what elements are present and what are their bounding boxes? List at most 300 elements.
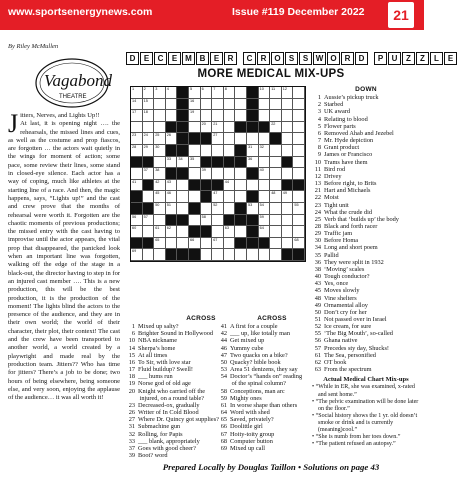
grid-block: [293, 249, 305, 261]
grid-cell[interactable]: [212, 168, 224, 180]
clue-item: [312, 230, 420, 237]
grid-cell[interactable]: [201, 238, 213, 250]
clue-text: ___ blank, appropriately: [138, 437, 200, 445]
clue-number: 50: [220, 358, 227, 366]
grid-cell[interactable]: [166, 99, 178, 111]
grid-cell[interactable]: [293, 157, 305, 169]
grid-cell[interactable]: [212, 87, 224, 99]
grid-cell[interactable]: [270, 215, 282, 227]
grid-cell[interactable]: [293, 215, 305, 227]
clue-text: Decreased-ox, gradually: [138, 401, 200, 409]
grid-cell[interactable]: [259, 191, 271, 203]
clue-text: Saved, privately?: [230, 416, 274, 424]
grid-cell[interactable]: [131, 133, 143, 145]
grid-number: 32: [259, 145, 264, 149]
grid-cell[interactable]: [270, 238, 282, 250]
grid-cell[interactable]: [293, 122, 305, 134]
grid-cell[interactable]: [270, 99, 282, 111]
clue-item: [312, 151, 420, 158]
clue-text: Aussie’s pickup truck: [324, 94, 379, 102]
grid-number: 67: [213, 237, 218, 242]
across-clues-2: [218, 315, 326, 452]
clue-item: [312, 223, 420, 230]
clue-item: [218, 352, 326, 359]
grid-cell[interactable]: [282, 133, 294, 145]
clue-text: ‘The Big Mouth’, so-called: [324, 330, 393, 338]
grid-cell[interactable]: [154, 168, 166, 180]
grid-cell[interactable]: [212, 203, 224, 215]
grid-cell[interactable]: [293, 110, 305, 122]
grid-block: [247, 191, 259, 203]
grid-cell[interactable]: [259, 226, 271, 238]
grid-cell[interactable]: [293, 226, 305, 238]
clue-text: James or Francisco: [324, 151, 373, 159]
clue-number: 28: [314, 222, 321, 230]
clue-item: [312, 323, 420, 330]
clue-text: injured, on a round table?: [138, 394, 205, 402]
title-strip-letter: O: [271, 52, 284, 65]
grid-cell[interactable]: [235, 180, 247, 192]
grid-block: [247, 215, 259, 227]
drop-cap: J: [8, 109, 19, 138]
clue-number: 32: [128, 430, 135, 438]
grid-cell[interactable]: [293, 191, 305, 203]
grid-cell[interactable]: [224, 110, 236, 122]
grid-number: 11: [271, 87, 276, 91]
grid-block: [259, 238, 271, 250]
title-strip-letter: E: [210, 52, 223, 65]
grid-cell[interactable]: [224, 133, 236, 145]
grid-block: [166, 168, 178, 180]
grid-cell[interactable]: [177, 157, 189, 169]
grid-cell[interactable]: [201, 203, 213, 215]
grid-block: [235, 238, 247, 250]
grid-cell[interactable]: [270, 145, 282, 157]
grid-cell[interactable]: [293, 168, 305, 180]
grid-cell[interactable]: [235, 191, 247, 203]
clue-item: [312, 259, 420, 266]
clue-text: ___ hums run: [138, 373, 173, 381]
grid-cell[interactable]: [270, 191, 282, 203]
grid-cell[interactable]: [224, 122, 236, 134]
clue-number: 18: [128, 373, 135, 381]
clue-text: OT book: [324, 358, 347, 366]
grid-cell[interactable]: [224, 238, 236, 250]
grid-block: [282, 249, 294, 261]
clue-item: [312, 244, 420, 251]
clue-text: Moist: [324, 194, 339, 202]
grid-cell[interactable]: [154, 87, 166, 99]
grid-cell[interactable]: [293, 145, 305, 157]
grid-cell[interactable]: [166, 180, 178, 192]
grid-cell[interactable]: [282, 122, 294, 134]
grid-cell[interactable]: [224, 168, 236, 180]
grid-cell[interactable]: [293, 203, 305, 215]
clue-text: Hart and Michaels: [324, 187, 371, 195]
grid-cell[interactable]: [293, 133, 305, 145]
grid-block: [177, 99, 189, 111]
grid-cell[interactable]: [166, 238, 178, 250]
grid-number: 53: [248, 203, 253, 207]
grid-cell[interactable]: [247, 145, 259, 157]
grid-cell[interactable]: [154, 215, 166, 227]
grid-cell[interactable]: [143, 110, 155, 122]
grid-cell[interactable]: [131, 122, 143, 134]
grid-cell[interactable]: [282, 215, 294, 227]
grid-number: 58: [201, 214, 206, 219]
grid-cell[interactable]: [131, 168, 143, 180]
grid-cell[interactable]: [201, 168, 213, 180]
grid-block: [177, 133, 189, 145]
grid-cell[interactable]: [247, 249, 259, 261]
clue-item: [218, 388, 326, 395]
grid-cell[interactable]: [143, 122, 155, 134]
grid-cell[interactable]: [270, 168, 282, 180]
grid-cell[interactable]: [166, 191, 178, 203]
grid-cell[interactable]: [270, 203, 282, 215]
clue-item: [312, 309, 420, 316]
grid-cell[interactable]: [224, 226, 236, 238]
grid-cell[interactable]: [224, 203, 236, 215]
grid-cell[interactable]: [282, 203, 294, 215]
grid-cell[interactable]: [259, 157, 271, 169]
grid-number: 51: [166, 203, 172, 207]
grid-cell[interactable]: [154, 157, 166, 169]
grid-cell[interactable]: [235, 226, 247, 238]
grid-number: 20: [201, 121, 206, 126]
grid-number: 14: [132, 98, 137, 103]
clue-text: Not passed over in Israel: [324, 316, 387, 323]
grid-cell[interactable]: [282, 168, 294, 180]
down-heading: DOWN: [355, 86, 377, 93]
grid-cell[interactable]: [189, 191, 201, 203]
title-strip-letter: R: [257, 52, 270, 65]
grid-block: [201, 133, 213, 145]
mixup-quote: • “While in ER, she was examined, x-rated and sent home.”: [312, 384, 415, 398]
grid-cell[interactable]: [201, 145, 213, 157]
grid-cell[interactable]: [235, 133, 247, 145]
grid-cell[interactable]: [270, 226, 282, 238]
article-lead: itters, Nerves, and Lights Up!!: [20, 112, 100, 119]
grid-cell[interactable]: [259, 145, 271, 157]
grid-number: 36: [248, 156, 253, 161]
grid-cell[interactable]: [224, 145, 236, 157]
grid-cell[interactable]: [143, 87, 158, 99]
clue-number: 20: [128, 387, 135, 395]
grid-cell[interactable]: [154, 180, 166, 192]
grid-cell[interactable]: [143, 145, 155, 157]
grid-cell[interactable]: [259, 133, 271, 145]
grid-number: 28: [132, 145, 137, 149]
grid-cell[interactable]: [177, 180, 189, 192]
grid-block: [177, 110, 189, 122]
grid-number: 65: [155, 237, 160, 242]
clue-text: Hoity-toity group: [230, 430, 275, 438]
grid-cell[interactable]: [212, 99, 224, 111]
grid-cell[interactable]: [293, 238, 305, 250]
clue-item: [312, 130, 420, 137]
grid-cell[interactable]: [177, 203, 189, 215]
grid-cell[interactable]: [212, 145, 224, 157]
grid-cell[interactable]: [224, 87, 236, 99]
grid-cell[interactable]: [177, 238, 189, 250]
clue-number: 19: [128, 380, 135, 388]
clue-number: 23: [314, 201, 321, 209]
grid-cell[interactable]: [189, 168, 201, 180]
grid-cell[interactable]: [189, 110, 201, 122]
grid-cell[interactable]: [189, 99, 201, 111]
grid-number: 6: [201, 87, 204, 91]
clue-number: 41: [220, 323, 227, 331]
grid-number: 29: [143, 145, 148, 149]
grid-number: 66: [190, 237, 195, 242]
clue-text: Two quacks on a bike?: [230, 351, 288, 359]
grid-cell[interactable]: [166, 226, 178, 238]
grid-cell[interactable]: [235, 249, 247, 261]
clue-number: 6: [131, 330, 135, 338]
clue-text: From the spectrum: [324, 366, 372, 374]
grid-cell[interactable]: [131, 226, 143, 238]
grid-block: [224, 157, 236, 169]
grid-cell[interactable]: [154, 133, 166, 145]
clue-number: 1: [131, 323, 135, 331]
grid-cell[interactable]: [131, 249, 143, 261]
grid-cell[interactable]: [270, 122, 282, 134]
grid-cell[interactable]: [259, 87, 271, 99]
grid-cell[interactable]: [224, 99, 236, 111]
grid-cell[interactable]: [154, 226, 166, 238]
clue-text: Knight who carried off the: [138, 387, 206, 395]
grid-cell[interactable]: [143, 191, 155, 203]
clue-number: 12: [314, 172, 321, 180]
grid-cell[interactable]: [131, 99, 143, 111]
title-strip-letter: O: [327, 52, 340, 65]
grid-number: 1: [132, 87, 135, 91]
grid-cell[interactable]: [166, 110, 178, 122]
clue-text: Ice cream, for sure: [324, 323, 372, 331]
grid-cell[interactable]: [189, 238, 201, 250]
grid-cell[interactable]: [154, 99, 166, 111]
grid-cell[interactable]: [224, 249, 236, 261]
grid-cell[interactable]: [154, 122, 166, 134]
grid-block: [201, 157, 213, 169]
clue-item: [218, 345, 326, 352]
grid-cell[interactable]: [224, 191, 236, 203]
grid-cell[interactable]: [177, 226, 189, 238]
clue-text: Doctor’s “hands on” reading: [230, 373, 303, 381]
grid-cell[interactable]: [212, 110, 224, 122]
clue-number: 11: [314, 165, 321, 173]
grid-cell[interactable]: [201, 249, 213, 261]
site-url[interactable]: www.sportsenergynews.com: [8, 6, 153, 18]
grid-cell[interactable]: [282, 87, 294, 99]
title-strip-letter: S: [285, 52, 298, 65]
clue-text: Word with shed: [230, 409, 270, 417]
grid-block: [143, 180, 155, 192]
puzzle-credit: Prepared Locally by Douglas Taillon • Solutions on page 43: [162, 462, 380, 472]
grid-cell[interactable]: [143, 133, 155, 145]
clue-number: 47: [220, 351, 227, 359]
clue-number: 53: [220, 366, 227, 374]
grid-cell[interactable]: [270, 180, 282, 192]
grid-block: [177, 215, 189, 227]
grid-cell[interactable]: [259, 215, 271, 227]
grid-cell[interactable]: [212, 238, 224, 250]
crossword-grid: [130, 86, 306, 262]
grid-number: 5: [190, 87, 193, 91]
grid-cell[interactable]: [154, 145, 166, 157]
grid-number: 44: [224, 179, 230, 184]
title-strip-letter: D: [355, 52, 368, 65]
clue-number: 44: [220, 337, 227, 345]
grid-cell[interactable]: [247, 157, 259, 169]
grid-cell[interactable]: [293, 99, 305, 111]
grid-cell[interactable]: [212, 133, 224, 145]
grid-cell[interactable]: [201, 122, 213, 134]
grid-cell[interactable]: [201, 215, 213, 227]
grid-cell[interactable]: [166, 157, 178, 169]
clue-item: [312, 359, 420, 366]
grid-number: 59: [259, 214, 264, 219]
grid-cell[interactable]: [201, 87, 216, 99]
clue-text: Pallid: [324, 251, 339, 259]
grid-number: 55: [294, 203, 299, 207]
grid-cell[interactable]: [154, 110, 166, 122]
grid-cell[interactable]: [270, 87, 282, 99]
grid-cell[interactable]: [293, 87, 305, 99]
grid-cell[interactable]: [235, 99, 247, 111]
grid-number: 50: [155, 203, 160, 207]
grid-cell[interactable]: [131, 215, 143, 227]
grid-cell[interactable]: [270, 249, 282, 261]
grid-cell[interactable]: [131, 145, 143, 157]
clue-text: Grant product: [324, 144, 360, 152]
grid-cell[interactable]: [282, 191, 294, 203]
title-strip-letter: P: [374, 52, 387, 65]
grid-block: [247, 168, 259, 180]
clue-item: [312, 137, 420, 144]
grid-cell[interactable]: [235, 168, 247, 180]
grid-cell[interactable]: [212, 226, 224, 238]
grid-cell[interactable]: [189, 122, 201, 134]
clue-item: [312, 266, 420, 273]
clue-number: 51: [314, 316, 321, 323]
grid-cell[interactable]: [282, 110, 294, 122]
grid-number: 54: [259, 203, 264, 207]
title-strip-letter: B: [196, 52, 209, 65]
grid-block: [166, 145, 178, 157]
grid-cell[interactable]: [212, 122, 224, 134]
grid-cell[interactable]: [247, 203, 259, 215]
grid-cell[interactable]: [282, 145, 294, 157]
grid-cell[interactable]: [212, 191, 224, 203]
clue-number: 16: [128, 358, 135, 366]
grid-cell[interactable]: [201, 110, 213, 122]
clue-item: [218, 395, 326, 402]
grid-cell[interactable]: [282, 99, 294, 111]
down-clues: [312, 86, 420, 448]
grid-cell[interactable]: [166, 203, 178, 215]
grid-cell[interactable]: [189, 157, 201, 169]
clue-number: 1: [317, 94, 321, 102]
clue-text: Brighter Sound in Hollywood: [138, 330, 214, 338]
grid-cell[interactable]: [235, 110, 247, 122]
article-body: [8, 109, 120, 402]
grid-cell[interactable]: [189, 145, 201, 157]
grid-cell[interactable]: [259, 249, 271, 261]
grid-cell[interactable]: [143, 226, 155, 238]
grid-cell[interactable]: [189, 215, 201, 227]
grid-cell[interactable]: [247, 133, 259, 145]
grid-cell[interactable]: [259, 110, 271, 122]
grid-cell[interactable]: [201, 99, 213, 111]
grid-block: [143, 157, 155, 169]
clue-text: Bird rod: [324, 165, 346, 173]
grid-cell[interactable]: [235, 87, 247, 99]
grid-cell[interactable]: [166, 133, 178, 145]
grid-cell[interactable]: [154, 249, 166, 261]
grid-number: 7: [213, 87, 216, 91]
grid-cell[interactable]: [259, 99, 271, 111]
clue-item: [312, 116, 420, 123]
article-text: At last, it is opening night …. the rehearsals, the missed lines and cues, as well as the costume and prop fiascos, are forgotten … the actors wait quietly in the wings for moment of action; some pace, some review their lines, some stand in closed-eye silence. Each actor has a way of coping, much like athletes at the starting line of a race. And then, the magic happens, says, “Lights up!” and the cast and crew prove that the months of rehearsal were worth it. Forgotten are the chaotic moments of previous productions; the missed entry with the cast having to improvise until the actor appears, the vital prop that disappeared, the panicked look when an important line was forgotten, walking off the edge of the stage in a black-out, the director having to step in for an injured cast member …. This is a new production, this will be the best production, it is the production of the moment! The lights blind the actors to the presence of the audience, and they are in their own world; the world of their character, their plot, their context! The cast and the crew have been transported to another world, a world created by a playwright and made real by the production team. Jitters?? Who has time for jitters? There’s a job to be done; two hours of being elsewhere, being someone else, and very soon, enjoying the applause of the audience… it was all worth it!: [8, 120, 120, 402]
grid-cell[interactable]: [143, 168, 155, 180]
grid-cell[interactable]: [270, 157, 282, 169]
grid-cell[interactable]: [212, 215, 224, 227]
grid-cell[interactable]: [282, 226, 294, 238]
clue-text: Yummy cube: [230, 344, 264, 352]
grid-cell[interactable]: [247, 180, 259, 192]
grid-cell[interactable]: [166, 87, 178, 99]
clue-number: 67: [220, 430, 227, 438]
grid-number: 17: [132, 110, 137, 115]
grid-cell[interactable]: [131, 87, 143, 99]
grid-cell[interactable]: [143, 249, 155, 261]
grid-cell[interactable]: [282, 238, 294, 250]
grid-number: 60: [132, 226, 137, 231]
grid-number: 57: [143, 214, 148, 219]
grid-cell[interactable]: [143, 215, 155, 227]
clue-item: [312, 108, 420, 115]
grid-cell[interactable]: [212, 249, 224, 261]
grid-cell[interactable]: [143, 99, 155, 111]
grid-cell[interactable]: [259, 168, 271, 180]
clue-text: Yes, once: [324, 280, 349, 288]
clue-text: Ornamental alloy: [324, 301, 368, 309]
grid-cell[interactable]: [189, 87, 201, 99]
clue-item: [312, 123, 420, 130]
grid-number: 27: [213, 133, 218, 138]
grid-cell[interactable]: [131, 180, 143, 192]
answers-heading: Actual Medical Chart Mix-ups: [323, 376, 409, 384]
clue-item: [312, 101, 420, 108]
clue-text: Fluid buildup? Swell!: [138, 366, 193, 374]
grid-cell[interactable]: [154, 238, 166, 250]
grid-cell[interactable]: [177, 191, 189, 203]
grid-cell[interactable]: [131, 110, 143, 122]
grid-cell[interactable]: [259, 203, 271, 215]
title-strip-letter: M: [182, 52, 195, 65]
title-strip-letter: Z: [416, 52, 429, 65]
grid-cell[interactable]: [259, 180, 271, 192]
grid-block: [201, 226, 213, 238]
grid-number: 56: [132, 214, 137, 219]
grid-cell[interactable]: [154, 191, 166, 203]
grid-cell[interactable]: [154, 203, 166, 215]
clue-number: 21: [314, 187, 321, 195]
grid-cell[interactable]: [224, 180, 236, 192]
grid-cell[interactable]: [270, 110, 282, 122]
